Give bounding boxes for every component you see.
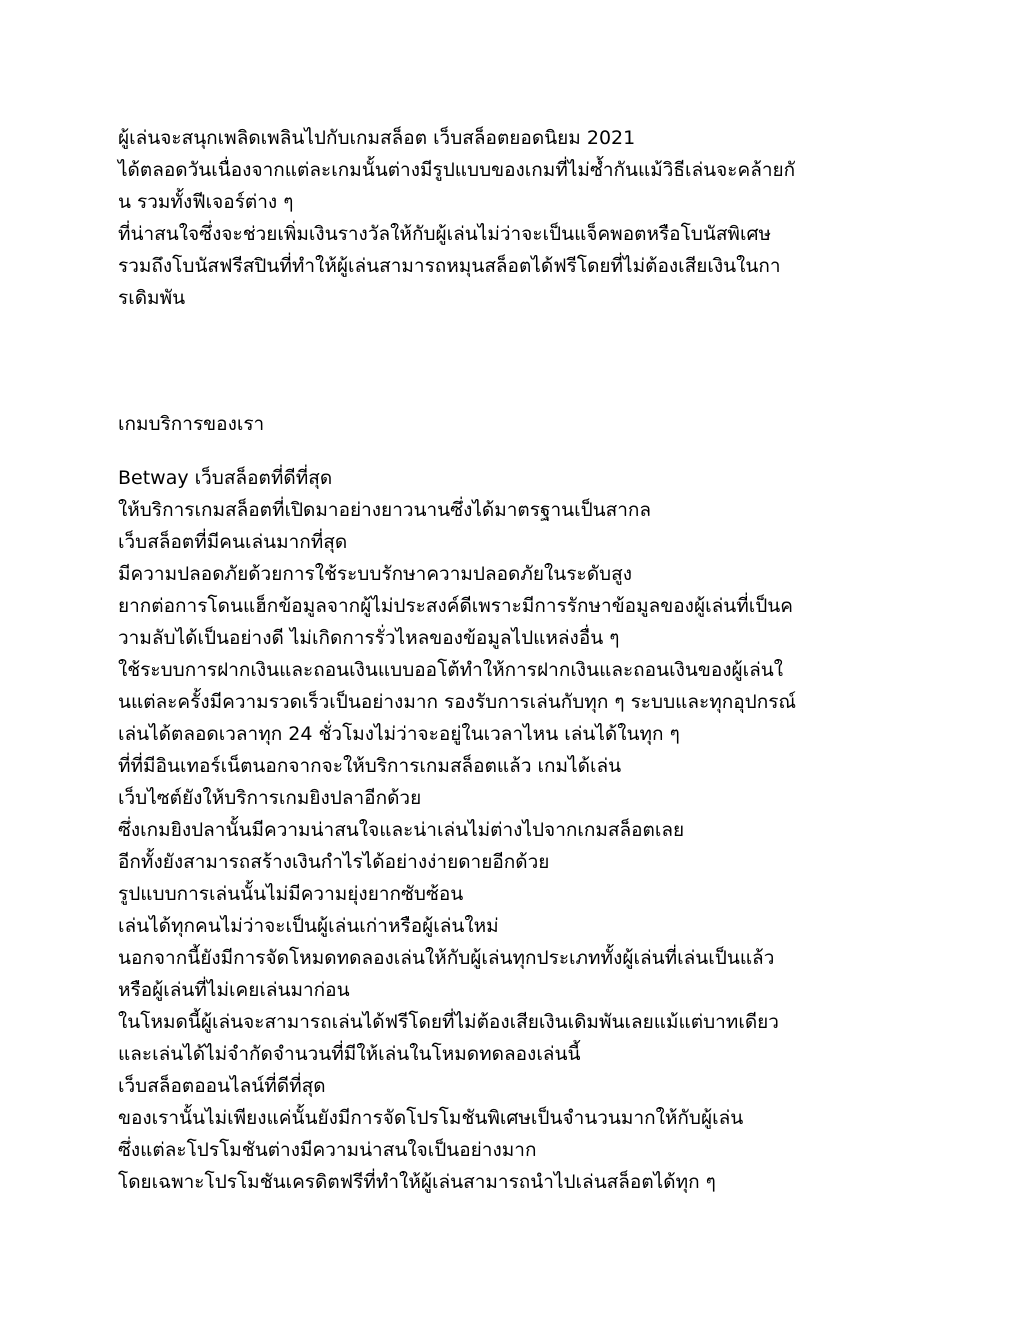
body-line: หรือผู้เล่นที่ไม่เคยเล่นมาก่อน [118,979,350,1001]
body-line: Betway เว็บสล็อตที่ดีที่สุด [118,467,333,489]
body-line: นอกจากนี้ยังมีการจัดโหมดทดลองเล่นให้กับผู้เล่นทุกประเภททั้งผู้เล่นที่เล่นเป็นแล้ว [118,947,775,969]
intro-line: รวมถึงโบนัสฟรีสปินที่ทำให้ผู้เล่นสามารถหมุนสล็อตได้ฟรีโดยที่ไม่ต้องเสียเงินในกา [118,255,781,277]
body-paragraph [118,462,918,1198]
section-heading-block [118,408,918,440]
body-line: ในโหมดนี้ผู้เล่นจะสามารถเล่นได้ฟรีโดยที่ไม่ต้องเสียเงินเดิมพันเลยแม้แต่บาทเดียว [118,1011,779,1033]
body-line: โดยเฉพาะโปรโมชันเครดิตฟรีที่ทำให้ผู้เล่นสามารถนำไปเล่นสล็อตได้ทุก ๆ [118,1171,716,1193]
intro-line: ที่น่าสนใจซึ่งจะช่วยเพิ่มเงินรางวัลให้กับผู้เล่นไม่ว่าจะเป็นแจ็คพอตหรือโบนัสพิเศษ [118,223,772,245]
body-line: เล่นได้ทุกคนไม่ว่าจะเป็นผู้เล่นเก่าหรือผู้เล่นใหม่ [118,915,499,937]
body-line: ซึ่งเกมยิงปลานั้นมีความน่าสนใจและน่าเล่นไม่ต่างไปจากเกมสล็อตเลย [118,819,685,841]
body-line: เว็บสล็อตที่มีคนเล่นมากที่สุด [118,531,348,553]
body-line: มีความปลอดภัยด้วยการใช้ระบบรักษาความปลอดภัยในระดับสูง [118,563,632,585]
body-line: เล่นได้ตลอดเวลาทุก 24 ชั่วโมงไม่ว่าจะอยู่ในเวลาไหน เล่นได้ในทุก ๆ [118,723,680,745]
body-line: และเล่นได้ไม่จำกัดจำนวนที่มีให้เล่นในโหมดทดลองเล่นนี้ [118,1043,581,1065]
body-line: เว็บสล็อตออนไลน์ที่ดีที่สุด [118,1075,326,1097]
body-line: ที่ที่มีอินเทอร์เน็ตนอกจากจะให้บริการเกมสล็อตแล้ว เกมได้เล่น [118,755,622,777]
intro-line: น รวมทั้งฟีเจอร์ต่าง ๆ [118,191,294,213]
body-line: นแต่ละครั้งมีความรวดเร็วเป็นอย่างมาก รองรับการเล่นกับทุก ๆ ระบบและทุกอุปกรณ์ [118,691,797,713]
body-line: ซึ่งแต่ละโปรโมชันต่างมีความน่าสนใจเป็นอย่างมาก [118,1139,537,1161]
section-heading: เกมบริการของเรา [118,413,265,435]
body-line: รูปแบบการเล่นนั้นไม่มีความยุ่งยากซับซ้อน [118,883,464,905]
body-line: ของเรานั้นไม่เพียงแค่นั้นยังมีการจัดโปรโมชันพิเศษเป็นจำนวนมากให้กับผู้เล่น [118,1107,744,1129]
intro-line: ผู้เล่นจะสนุกเพลิดเพลินไปกับเกมสล็อต เว็บสล็อตยอดนิยม 2021 [118,127,636,149]
body-line: อีกทั้งยังสามารถสร้างเงินกำไรได้อย่างง่ายดายอีกด้วย [118,851,550,873]
intro-paragraph [118,122,918,314]
intro-line: รเดิมพัน [118,287,186,309]
intro-line: ได้ตลอดวันเนื่องจากแต่ละเกมนั้นต่างมีรูปแบบของเกมที่ไม่ซ้ำกันแม้วิธีเล่นจะคล้ายกั [118,159,796,181]
body-line: เว็บไซต์ยังให้บริการเกมยิงปลาอีกด้วย [118,787,422,809]
body-line: ใช้ระบบการฝากเงินและถอนเงินแบบออโต้ทำให้การฝากเงินและถอนเงินของผู้เล่นใ [118,659,784,681]
body-line: ให้บริการเกมสล็อตที่เปิดมาอย่างยาวนานซึ่งได้มาตรฐานเป็นสากล [118,499,652,521]
body-line: ยากต่อการโดนแฮ็กข้อมูลจากผู้ไม่ประสงค์ดีเพราะมีการรักษาข้อมูลของผู้เล่นที่เป็นค [118,595,793,617]
body-line: วามลับได้เป็นอย่างดี ไม่เกิดการรั่วไหลของข้อมูลไปแหล่งอื่น ๆ [118,627,620,649]
